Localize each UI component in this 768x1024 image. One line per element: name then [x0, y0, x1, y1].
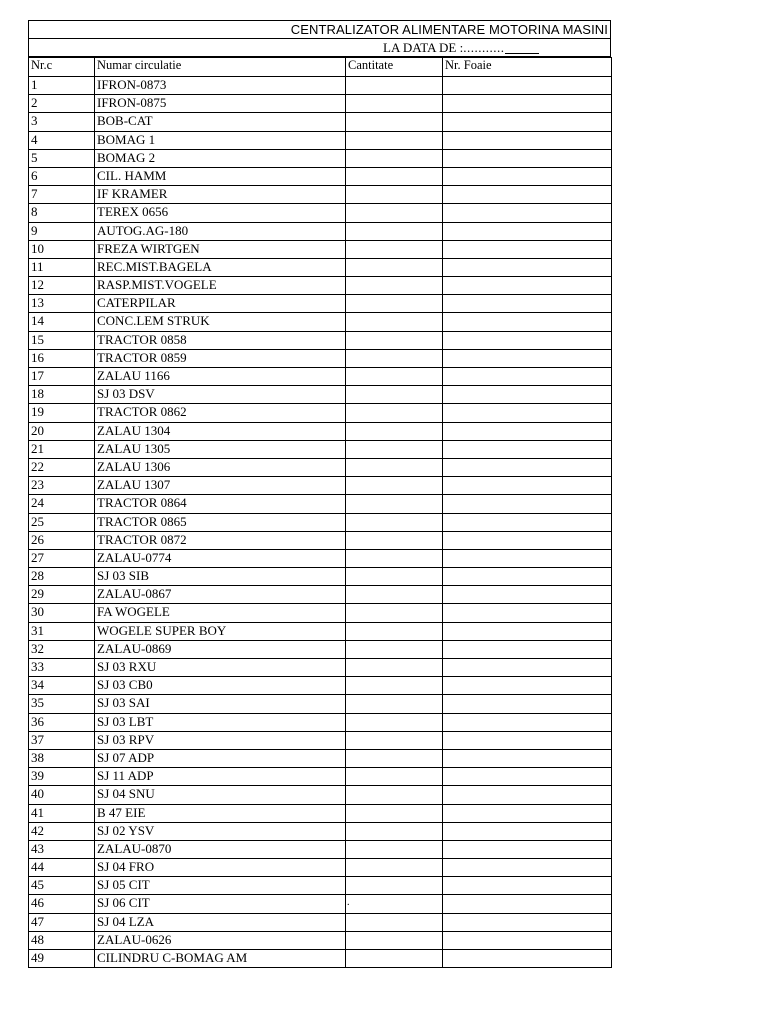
sheet-number-cell[interactable]: [443, 313, 612, 331]
sheet-number-cell[interactable]: [443, 659, 612, 677]
table-row: [29, 895, 612, 913]
vehicle-registration: TRACTOR 0865: [95, 513, 346, 531]
vehicle-registration: ZALAU 1306: [95, 458, 346, 476]
document-title: CENTRALIZATOR ALIMENTARE MOTORINA MASINI: [290, 22, 608, 37]
vehicle-registration: SJ 04 SNU: [95, 786, 346, 804]
table-row: [29, 349, 612, 367]
vehicle-registration: FA WOGELE: [95, 604, 346, 622]
sheet-number-cell[interactable]: [443, 404, 612, 422]
row-number: 31: [29, 622, 95, 640]
vehicle-registration: SJ 05 CIT: [95, 877, 346, 895]
row-number: 25: [29, 513, 95, 531]
row-number: 24: [29, 495, 95, 513]
vehicle-registration: BOMAG 2: [95, 149, 346, 167]
quantity-cell[interactable]: [346, 240, 443, 258]
vehicle-registration: TRACTOR 0859: [95, 349, 346, 367]
sheet-number-cell[interactable]: [443, 786, 612, 804]
quantity-cell[interactable]: [346, 840, 443, 858]
vehicle-registration: TRACTOR 0864: [95, 495, 346, 513]
table-row: [29, 495, 612, 513]
table-row: [29, 422, 612, 440]
vehicle-registration: ZALAU 1307: [95, 477, 346, 495]
table-row: [29, 713, 612, 731]
sheet-number-cell[interactable]: [443, 331, 612, 349]
quantity-cell[interactable]: [346, 804, 443, 822]
vehicle-registration: SJ 11 ADP: [95, 768, 346, 786]
row-number: 12: [29, 277, 95, 295]
sheet-number-cell[interactable]: [443, 840, 612, 858]
sheet-number-cell[interactable]: [443, 495, 612, 513]
table-row: [29, 622, 612, 640]
row-number: 17: [29, 368, 95, 386]
quantity-cell[interactable]: [346, 768, 443, 786]
vehicle-registration: TRACTOR 0862: [95, 404, 346, 422]
row-number: 14: [29, 313, 95, 331]
row-number: 28: [29, 568, 95, 586]
table-row: [29, 840, 612, 858]
sheet-number-cell[interactable]: [443, 931, 612, 949]
vehicle-registration: BOB-CAT: [95, 113, 346, 131]
quantity-cell[interactable]: [346, 440, 443, 458]
vehicle-registration: ZALAU-0626: [95, 931, 346, 949]
vehicle-registration: SJ 03 DSV: [95, 386, 346, 404]
vehicle-registration: SJ 03 LBT: [95, 713, 346, 731]
row-number: 21: [29, 440, 95, 458]
table-row: [29, 240, 612, 258]
vehicle-registration: ZALAU-0869: [95, 640, 346, 658]
table-row: [29, 604, 612, 622]
vehicle-registration: SJ 04 FRO: [95, 859, 346, 877]
quantity-cell[interactable]: [346, 568, 443, 586]
vehicle-registration: ZALAU-0867: [95, 586, 346, 604]
date-label: LA DATA DE :: [383, 40, 464, 55]
row-number: 2: [29, 95, 95, 113]
vehicle-registration: RASP.MIST.VOGELE: [95, 277, 346, 295]
quantity-cell[interactable]: [346, 368, 443, 386]
vehicle-registration: ZALAU 1304: [95, 422, 346, 440]
table-row: [29, 586, 612, 604]
vehicle-registration: TEREX 0656: [95, 204, 346, 222]
vehicle-registration: SJ 02 YSV: [95, 822, 346, 840]
row-number: 30: [29, 604, 95, 622]
vehicle-registration: ZALAU 1166: [95, 368, 346, 386]
row-number: 34: [29, 677, 95, 695]
sheet-number-cell[interactable]: [443, 422, 612, 440]
row-number: 46: [29, 895, 95, 913]
header-numar-circulatie: Numar circulatie: [95, 58, 346, 77]
row-number: 6: [29, 167, 95, 185]
header-nr-foaie: Nr. Foaie: [443, 58, 612, 77]
table-row: [29, 913, 612, 931]
row-number: 23: [29, 477, 95, 495]
quantity-cell[interactable]: [346, 77, 443, 95]
row-number: 35: [29, 695, 95, 713]
table-row: [29, 640, 612, 658]
table-row: [29, 386, 612, 404]
sheet-number-cell[interactable]: [443, 186, 612, 204]
table-row: [29, 786, 612, 804]
quantity-cell[interactable]: [346, 95, 443, 113]
vehicle-registration: IFRON-0875: [95, 95, 346, 113]
quantity-cell[interactable]: [346, 331, 443, 349]
table-row: [29, 77, 612, 95]
quantity-cell[interactable]: [346, 695, 443, 713]
row-number: 19: [29, 404, 95, 422]
vehicle-registration: SJ 03 CB0: [95, 677, 346, 695]
quantity-cell[interactable]: [346, 204, 443, 222]
date-dots: ...........: [463, 40, 505, 55]
vehicle-registration: TRACTOR 0872: [95, 531, 346, 549]
row-number: 22: [29, 458, 95, 476]
quantity-cell[interactable]: [346, 677, 443, 695]
vehicle-registration: CONC.LEM STRUK: [95, 313, 346, 331]
sheet-number-cell[interactable]: [443, 695, 612, 713]
row-number: 32: [29, 640, 95, 658]
row-number: 26: [29, 531, 95, 549]
sheet-number-cell[interactable]: [443, 240, 612, 258]
quantity-cell[interactable]: [346, 313, 443, 331]
table-row: [29, 167, 612, 185]
row-number: 39: [29, 768, 95, 786]
vehicle-registration: SJ 03 RPV: [95, 731, 346, 749]
quantity-cell[interactable]: .: [346, 895, 443, 913]
quantity-cell[interactable]: [346, 549, 443, 567]
quantity-cell[interactable]: [346, 731, 443, 749]
table-row: [29, 440, 612, 458]
quantity-cell[interactable]: [346, 659, 443, 677]
quantity-cell[interactable]: [346, 167, 443, 185]
quantity-cell[interactable]: [346, 513, 443, 531]
table-row: [29, 458, 612, 476]
table-row: [29, 368, 612, 386]
row-number: 37: [29, 731, 95, 749]
quantity-cell[interactable]: [346, 913, 443, 931]
sheet-number-cell[interactable]: [443, 458, 612, 476]
table-row: [29, 131, 612, 149]
row-number: 47: [29, 913, 95, 931]
sheet-number-cell[interactable]: [443, 877, 612, 895]
vehicle-registration: IFRON-0873: [95, 77, 346, 95]
table-row: [29, 477, 612, 495]
sheet-number-cell[interactable]: [443, 913, 612, 931]
vehicle-registration: ZALAU-0870: [95, 840, 346, 858]
vehicle-registration: FREZA WIRTGEN: [95, 240, 346, 258]
quantity-cell[interactable]: [346, 859, 443, 877]
quantity-cell[interactable]: [346, 386, 443, 404]
quantity-cell[interactable]: [346, 422, 443, 440]
row-number: 48: [29, 931, 95, 949]
sheet-number-cell[interactable]: [443, 77, 612, 95]
table-row: [29, 313, 612, 331]
row-number: 41: [29, 804, 95, 822]
quantity-cell[interactable]: [346, 258, 443, 276]
row-number: 18: [29, 386, 95, 404]
sheet-number-cell[interactable]: [443, 386, 612, 404]
vehicle-registration: B 47 EIE: [95, 804, 346, 822]
sheet-number-cell[interactable]: [443, 295, 612, 313]
row-number: 5: [29, 149, 95, 167]
vehicle-registration: SJ 03 SIB: [95, 568, 346, 586]
quantity-cell[interactable]: [346, 604, 443, 622]
table-row: [29, 549, 612, 567]
vehicle-registration: SJ 04 LZA: [95, 913, 346, 931]
table-row: [29, 95, 612, 113]
table-row: [29, 331, 612, 349]
sheet-number-cell[interactable]: [443, 859, 612, 877]
quantity-cell[interactable]: [346, 931, 443, 949]
row-number: 42: [29, 822, 95, 840]
table-header-row: [29, 58, 612, 77]
row-number: 9: [29, 222, 95, 240]
table-row: [29, 695, 612, 713]
quantity-cell[interactable]: [346, 749, 443, 767]
quantity-cell[interactable]: [346, 586, 443, 604]
row-number: 38: [29, 749, 95, 767]
vehicle-registration: BOMAG 1: [95, 131, 346, 149]
row-number: 13: [29, 295, 95, 313]
sheet-number-cell[interactable]: [443, 222, 612, 240]
table-row: [29, 659, 612, 677]
table-row: [29, 731, 612, 749]
sheet-number-cell[interactable]: [443, 531, 612, 549]
quantity-cell[interactable]: [346, 458, 443, 476]
table-row: [29, 277, 612, 295]
sheet-number-cell[interactable]: [443, 440, 612, 458]
vehicle-registration: SJ 07 ADP: [95, 749, 346, 767]
quantity-cell[interactable]: [346, 131, 443, 149]
sheet-number-cell[interactable]: [443, 349, 612, 367]
quantity-cell[interactable]: [346, 349, 443, 367]
table-row: [29, 804, 612, 822]
sheet-number-cell[interactable]: [443, 604, 612, 622]
row-number: 20: [29, 422, 95, 440]
quantity-cell[interactable]: [346, 277, 443, 295]
sheet-number-cell[interactable]: [443, 640, 612, 658]
row-number: 3: [29, 113, 95, 131]
sheet-number-cell[interactable]: [443, 549, 612, 567]
header-cantitate: Cantitate: [346, 58, 443, 77]
quantity-cell[interactable]: [346, 822, 443, 840]
sheet-number-cell[interactable]: [443, 568, 612, 586]
table-row: [29, 749, 612, 767]
row-number: 27: [29, 549, 95, 567]
quantity-cell[interactable]: [346, 186, 443, 204]
sheet-number-cell[interactable]: [443, 804, 612, 822]
quantity-cell[interactable]: [346, 477, 443, 495]
vehicle-registration: ZALAU-0774: [95, 549, 346, 567]
table-row: [29, 404, 612, 422]
vehicle-registration: SJ 06 CIT: [95, 895, 346, 913]
row-number: 7: [29, 186, 95, 204]
sheet-number-cell[interactable]: [443, 749, 612, 767]
sheet-number-cell[interactable]: [443, 768, 612, 786]
quantity-cell[interactable]: [346, 404, 443, 422]
sheet-number-cell[interactable]: [443, 277, 612, 295]
quantity-cell[interactable]: [346, 149, 443, 167]
table-row: [29, 186, 612, 204]
sheet-number-cell[interactable]: [443, 204, 612, 222]
table-row: [29, 568, 612, 586]
vehicle-registration: AUTOG.AG-180: [95, 222, 346, 240]
sheet-number-cell[interactable]: [443, 258, 612, 276]
vehicle-registration: TRACTOR 0858: [95, 331, 346, 349]
vehicle-registration: ZALAU 1305: [95, 440, 346, 458]
date-label-group: [383, 40, 539, 56]
vehicle-registration: REC.MIST.BAGELA: [95, 258, 346, 276]
row-number: 4: [29, 131, 95, 149]
row-number: 8: [29, 204, 95, 222]
table-row: [29, 877, 612, 895]
table-row: [29, 768, 612, 786]
row-number: 36: [29, 713, 95, 731]
sheet-number-cell[interactable]: [443, 95, 612, 113]
sheet-number-cell[interactable]: [443, 622, 612, 640]
date-row: [28, 39, 611, 57]
vehicle-registration: CILINDRU C-BOMAG AM: [95, 950, 346, 968]
table-row: [29, 677, 612, 695]
quantity-cell[interactable]: [346, 113, 443, 131]
sheet-number-cell[interactable]: [443, 822, 612, 840]
vehicle-registration: SJ 03 RXU: [95, 659, 346, 677]
row-number: 33: [29, 659, 95, 677]
quantity-cell[interactable]: [346, 495, 443, 513]
table-row: [29, 258, 612, 276]
sheet-number-cell[interactable]: [443, 167, 612, 185]
table-row: [29, 222, 612, 240]
quantity-cell[interactable]: [346, 295, 443, 313]
row-number: 16: [29, 349, 95, 367]
vehicle-registration: CATERPILAR: [95, 295, 346, 313]
table-row: [29, 513, 612, 531]
fuel-table: [28, 57, 612, 968]
vehicle-registration: SJ 03 SAI: [95, 695, 346, 713]
row-number: 49: [29, 950, 95, 968]
vehicle-registration: IF KRAMER: [95, 186, 346, 204]
sheet-number-cell[interactable]: [443, 895, 612, 913]
row-number: 11: [29, 258, 95, 276]
quantity-cell[interactable]: [346, 877, 443, 895]
sheet-number-cell[interactable]: [443, 677, 612, 695]
row-number: 15: [29, 331, 95, 349]
sheet-number-cell[interactable]: [443, 513, 612, 531]
row-number: 10: [29, 240, 95, 258]
sheet-number-cell[interactable]: [443, 586, 612, 604]
table-row: [29, 149, 612, 167]
quantity-cell[interactable]: [346, 622, 443, 640]
spreadsheet: [28, 20, 611, 968]
row-number: 43: [29, 840, 95, 858]
table-row: [29, 822, 612, 840]
table-row: [29, 859, 612, 877]
quantity-cell[interactable]: [346, 713, 443, 731]
sheet-number-cell[interactable]: [443, 113, 612, 131]
table-row: [29, 931, 612, 949]
date-blank-field[interactable]: [505, 41, 539, 54]
header-nr: Nr.c: [29, 58, 95, 77]
quantity-cell[interactable]: [346, 222, 443, 240]
sheet-number-cell[interactable]: [443, 477, 612, 495]
row-number: 1: [29, 77, 95, 95]
sheet-number-cell[interactable]: [443, 713, 612, 731]
row-number: 44: [29, 859, 95, 877]
sheet-number-cell[interactable]: [443, 368, 612, 386]
table-row: [29, 950, 612, 968]
sheet-number-cell[interactable]: [443, 950, 612, 968]
row-number: 29: [29, 586, 95, 604]
sheet-number-cell[interactable]: [443, 149, 612, 167]
sheet-number-cell[interactable]: [443, 131, 612, 149]
table-row: [29, 531, 612, 549]
quantity-cell[interactable]: [346, 531, 443, 549]
sheet-number-cell[interactable]: [443, 731, 612, 749]
table-row: [29, 295, 612, 313]
table-row: [29, 113, 612, 131]
row-number: 40: [29, 786, 95, 804]
vehicle-registration: CIL. HAMM: [95, 167, 346, 185]
title-row: [28, 20, 611, 39]
quantity-cell[interactable]: [346, 786, 443, 804]
table-row: [29, 204, 612, 222]
table-body: [29, 77, 612, 968]
row-number: 45: [29, 877, 95, 895]
quantity-cell[interactable]: [346, 950, 443, 968]
quantity-cell[interactable]: [346, 640, 443, 658]
vehicle-registration: WOGELE SUPER BOY: [95, 622, 346, 640]
